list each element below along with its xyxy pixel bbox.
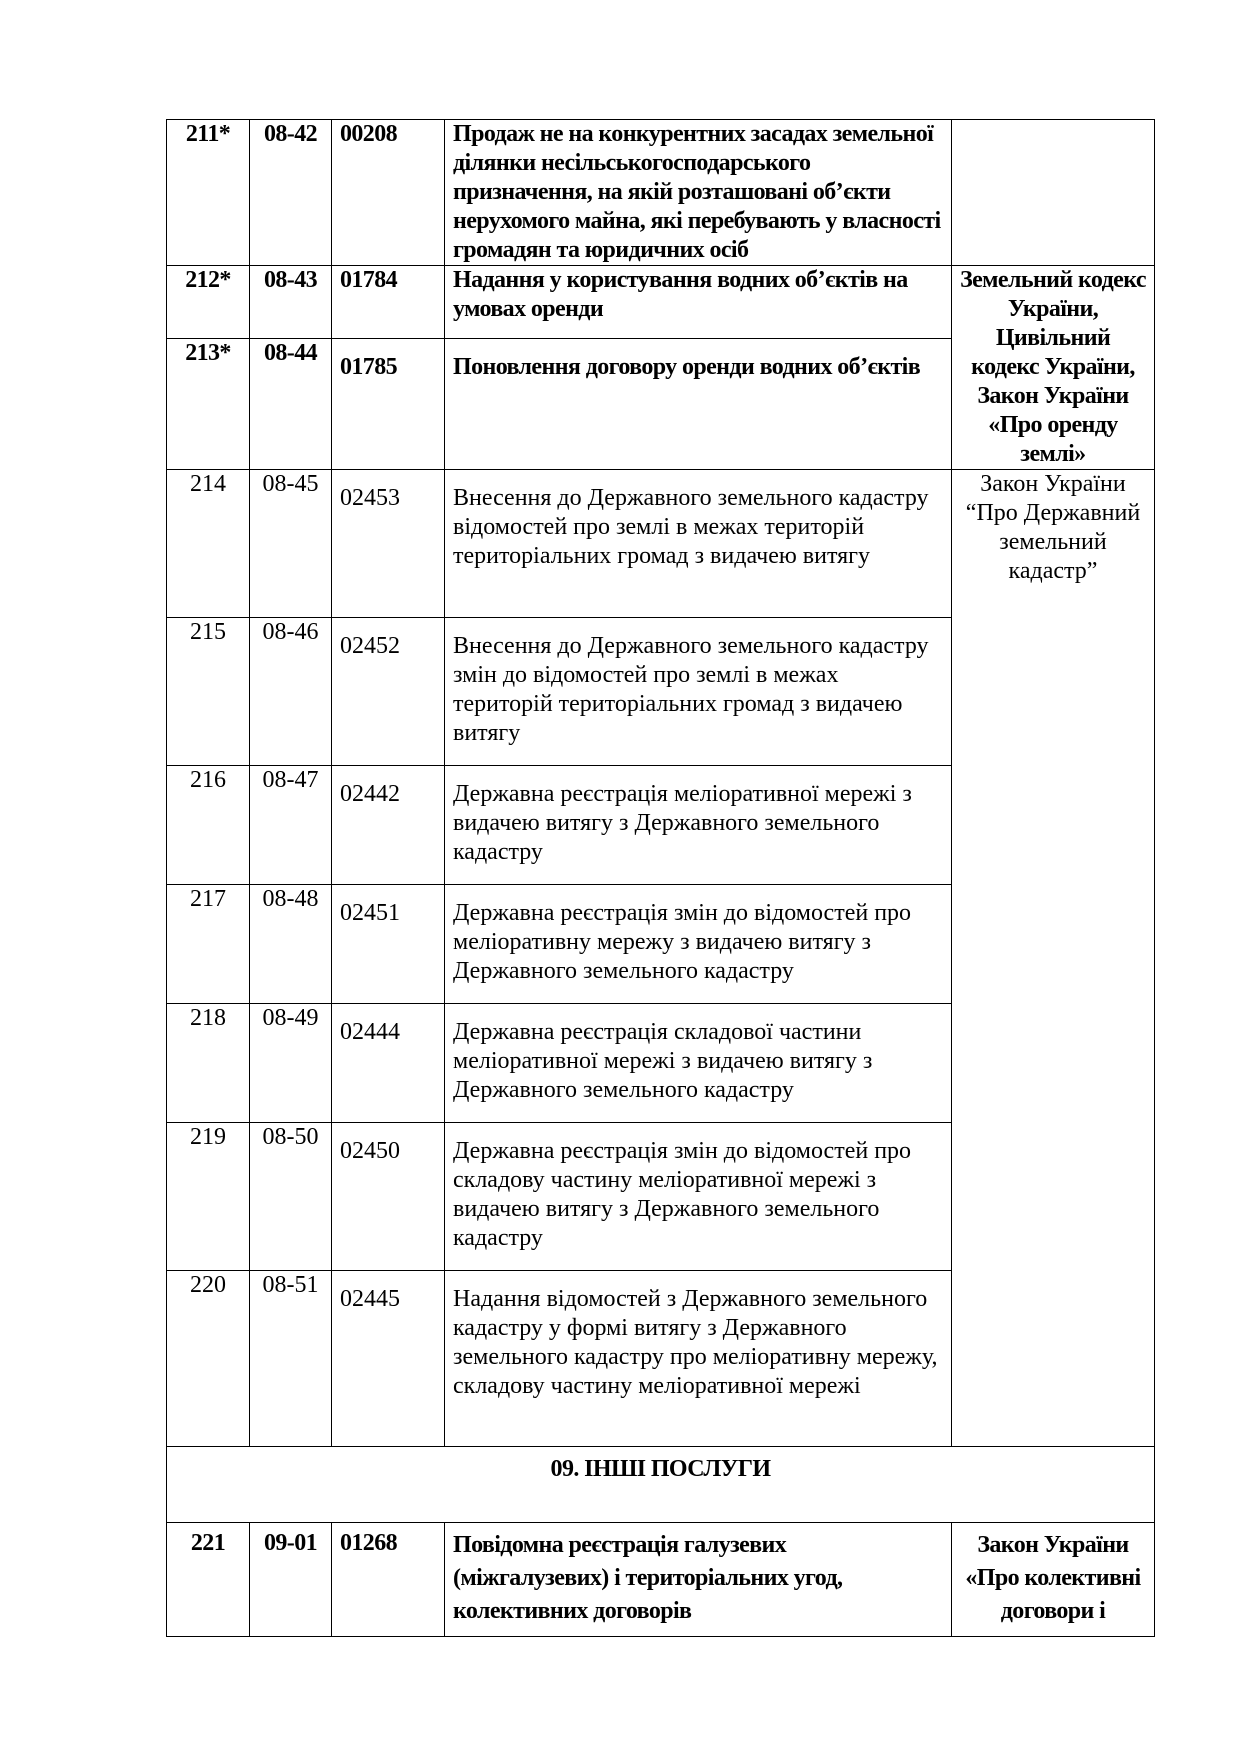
row-number: 217 — [167, 885, 250, 1004]
row-number: 215 — [167, 618, 250, 766]
service-code: 08-42 — [250, 120, 332, 266]
legal-basis: Закон України «Про колективні договори і — [952, 1523, 1155, 1637]
service-name: Державна реєстрація складової частини меліоративної мережі з видачею витягу з Державного земельного кадастру — [445, 1004, 952, 1123]
table-row — [167, 1523, 1155, 1637]
service-id: 02442 — [332, 766, 445, 885]
service-id: 00208 — [332, 120, 445, 266]
legal-basis: Земельний кодекс України, Цивільний кодекс України, Закон України «Про оренду землі» — [952, 266, 1155, 470]
row-number: 211* — [167, 120, 250, 266]
service-code: 08-48 — [250, 885, 332, 1004]
service-code: 08-50 — [250, 1123, 332, 1271]
service-name: Внесення до Державного земельного кадастру відомостей про землі в межах територій територіальних громад з видачею витягу — [445, 470, 952, 618]
service-code: 08-46 — [250, 618, 332, 766]
services-table — [166, 119, 1155, 1637]
row-number: 214 — [167, 470, 250, 618]
service-name: Державна реєстрація меліоративної мережі з видачею витягу з Державного земельного кадастру — [445, 766, 952, 885]
row-number: 221 — [167, 1523, 250, 1637]
service-name: Державна реєстрація змін до відомостей про складову частину меліоративної мережі з видачею витягу з Державного земельного кадастру — [445, 1123, 952, 1271]
service-code: 08-44 — [250, 338, 332, 469]
service-name: Внесення до Державного земельного кадастру змін до відомостей про землі в межах територій територіальних громад з видачею витягу — [445, 618, 952, 766]
row-number: 219 — [167, 1123, 250, 1271]
row-number: 213* — [167, 338, 250, 469]
service-code: 08-47 — [250, 766, 332, 885]
service-name: Надання відомостей з Державного земельного кадастру у формі витягу з Державного земельного кадастру про меліоративну мережу, складову частину меліоративної мережі — [445, 1271, 952, 1447]
service-code: 09-01 — [250, 1523, 332, 1637]
service-name: Надання у користування водних об’єктів на умовах оренди — [445, 266, 952, 339]
section-title: 09. ІНШІ ПОСЛУГИ — [167, 1447, 1155, 1523]
service-name: Поновлення договору оренди водних об’єктів — [445, 338, 952, 469]
row-number: 216 — [167, 766, 250, 885]
service-name: Повідомна реєстрація галузевих (міжгалузевих) і територіальних угод, колективних договорів — [445, 1523, 952, 1637]
table-row — [167, 266, 1155, 339]
legal-basis-cell — [952, 120, 1155, 266]
service-code: 08-51 — [250, 1271, 332, 1447]
row-number: 220 — [167, 1271, 250, 1447]
section-row — [167, 1447, 1155, 1523]
service-id: 02451 — [332, 885, 445, 1004]
service-code: 08-45 — [250, 470, 332, 618]
service-name: Продаж не на конкурентних засадах земельної ділянки несільськогосподарського призначення, на якій розташовані об’єкти нерухомого майна, які перебувають у власності громадян та юридичних осіб — [445, 120, 952, 266]
service-id: 01268 — [332, 1523, 445, 1637]
table-row — [167, 470, 1155, 618]
service-id: 01784 — [332, 266, 445, 339]
legal-basis: Закон України “Про Державний земельний кадастр” — [952, 470, 1155, 1447]
service-code: 08-43 — [250, 266, 332, 339]
row-number: 218 — [167, 1004, 250, 1123]
service-id: 01785 — [332, 338, 445, 469]
table-row — [167, 120, 1155, 266]
row-number: 212* — [167, 266, 250, 339]
service-id: 02445 — [332, 1271, 445, 1447]
service-id: 02452 — [332, 618, 445, 766]
service-id: 02450 — [332, 1123, 445, 1271]
service-code: 08-49 — [250, 1004, 332, 1123]
service-id: 02444 — [332, 1004, 445, 1123]
service-id: 02453 — [332, 470, 445, 618]
service-name: Державна реєстрація змін до відомостей про меліоративну мережу з видачею витягу з Державного земельного кадастру — [445, 885, 952, 1004]
